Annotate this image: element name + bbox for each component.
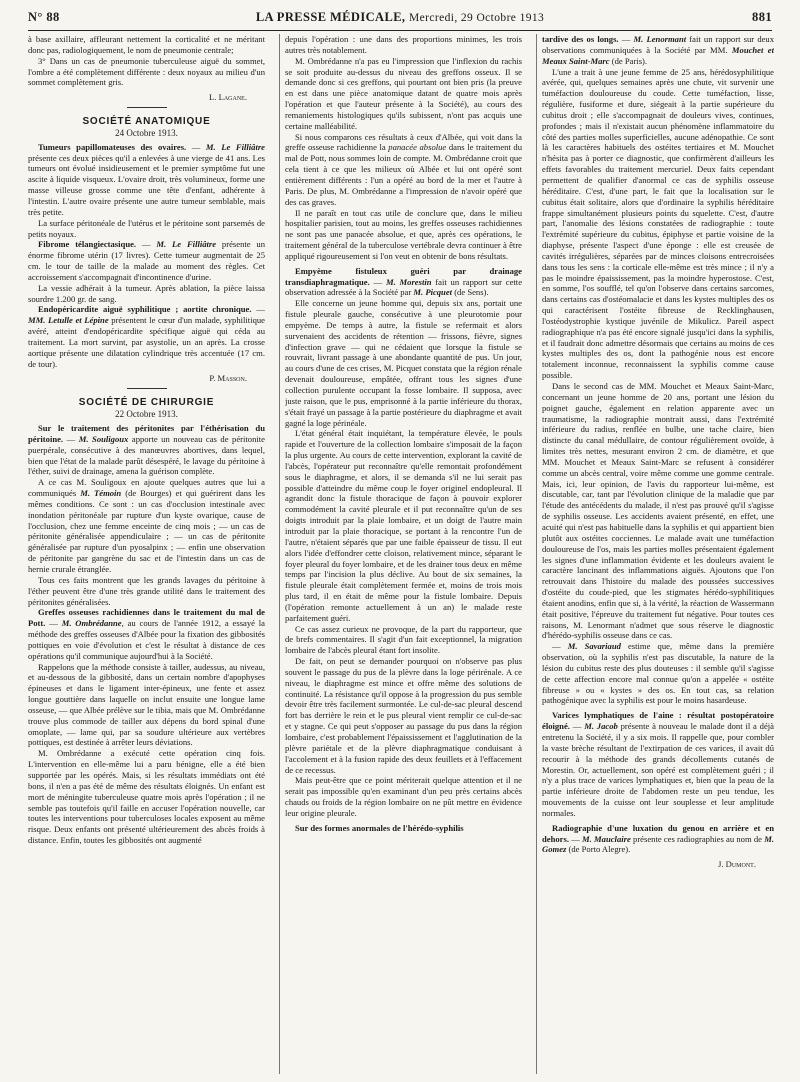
entry-author: M. Mauclaire: [582, 833, 631, 844]
entry: [285, 823, 522, 834]
paragraph: L'une a trait à une jeune femme de 25 ans, hérédosyphilitique avérée, qui, quelques semaines après une chute, vit survenir une tuméfaction douloureuse du coude. Cette tuméfaction, lisse, régulière, fusiforme et dure, siégeait à la partie supérieure du cubitus droit ; elle s'accompagnait de douleurs vives, continues, profondes ; mais il n'existait aucun phénomène inflammatoire du côté des parties molles superficielles, aucune adénopathie. Ce sont là les caractères habituels des ostéites tertiaires et M. Mouchet n'hésita pas à porter ce diagnostic, que confirmèrent d'ailleurs les effets favorables du traitement mercuriel. Deux faits cependant permettent de qualifier d'anormal ce cas de syphilis osseuse héréditaire. C'est, d'une part, le fait que la localisation sur le cubitus était solitaire, alors que d'ordinaire la syphilis héréditaire frappe simultanément plusieurs points du squelette. C'est, d'autre part, l'anomalie des lésions constatées de radiographie : toute l'extrémité supérieure du cubitus, épiphyse et partie voisine de la diaphyse, présente l'aspect d'une éponge : elle est creusée de cavités irrégulières, séparées par de minces cloisons entrecroisées dans tous les sens : la corticale elle-même est très mince ; il n'y a pas le moindre épaississement, pas la moindre hyperostose. C'est, en somme, l'os soufflé, tel qu'on l'observe dans certains sarcomes, dans certains cas d'ostéomalacie et dans les kystes multiples des os qui caractérisent l'ostéite fibreuse de Recklinghausen, l'ostéodystrophie kystique juvénile de Mikulicz. Pareil aspect radiographique n'a pas été encore signalé jusqu'ici dans la syphilis, et il faudrait donc admettre désormais que certains au moins de ces kystes multiples des os, dont la pathogénie nous est encore totalement inconnue, reconnaissent la syphilis comme cause possible.: [542, 66, 774, 381]
entry-author: M. Le Filliâtre: [205, 141, 265, 152]
entry-author: M. Ombrédanne: [61, 618, 122, 629]
entry-text: , au cours de l'année 1912, a essayé la méthode des greffes osseuses d'Albée pour la fixation des gibbosités pottiques en voie d'évolution et c'est le résultat à distance de ces opérations qu'il communique aujourd'hui à la Société.: [28, 618, 265, 661]
issue-number: N° 88: [28, 10, 60, 24]
paragraph: 3° Dans un cas de pneumonie tuberculeuse aiguë du sommet, l'ombre a été complètement différente : deux noyaux au milieu d'un sommet complètement gris.: [28, 55, 265, 88]
entry-title: tardive des os longs.: [542, 34, 619, 44]
entry-author: M. Morestin: [385, 276, 432, 287]
entry: tardive des os longs. — M. Lenormant fait un rapport sur deux observations communiquées à la Société par MM. Mouchet et Meaux Saint-Marc (de Paris).: [542, 34, 774, 66]
signature: P. Masson.: [209, 373, 247, 384]
entry: Empyème fistuleux guéri par drainage transdiaphragmatique. — M. Morestin fait un rapport sur cette observation adressée à la Société par M. Picquet (de Sens).: [285, 265, 522, 298]
entry-title: Varices lymphatiques de l'aine : résultat postopératoire éloigné.: [542, 710, 774, 732]
entry-text: présente un énorme fibrome utérin (17 livres). Cette tumeur augmentait de 25 cm. le tour de taille de la malade au moment des règles. Cet accroissement s'accompagnait d'incontinence d'urine.: [28, 239, 265, 282]
entry-title: Sur des formes anormales de l'hérédo-syphilis: [295, 822, 464, 833]
entry-text: fait un rapport sur cette observation adressée à la Société par: [285, 276, 522, 298]
entry-author: M. Picquet: [413, 287, 453, 298]
entry-author: M. Le Filliâtre: [156, 239, 217, 250]
session-date: 24 Octobre 1913.: [115, 127, 178, 138]
entry-title: Fibrome télangiectasique.: [38, 239, 137, 250]
paragraph: à base axillaire, affleurant nettement la corticalité et ne méritant donc pas, radiologiquement, le nom de pneumonie centrale;: [28, 34, 265, 55]
entry: Radiographie d'une luxation du genou en arrière et en dehors. — M. Mauclaire présente ces radiographies au nom de M. Gomez (de Porto Alegre).: [542, 822, 774, 855]
separator: [127, 107, 167, 108]
entry-text: présente à nouveau le malade dont il a déjà entretenu la Société, il y a six mois. Il rappelle que, pour combler la vaste brèche résultant de l'extirpation de ces varices, il avait dû recourir à la méthode des grands décollements cutanés de Morestin. Or, actuellement, son opéré est complètement guéri ; il n'y a plus trace de varices lymphatiques et, bien que la peau de la partie inférieure droite de l'abdomen reste un peu tendue, les mouvements de la cuisse ont leur souplesse et leur amplitude normales.: [542, 721, 774, 818]
entry-title: Radiographie d'une luxation du genou en arrière et en dehors.: [542, 822, 774, 844]
session-date: 22 Octobre 1913.: [115, 409, 178, 420]
entry: Fibrome télangiectasique. — M. Le Filliâtre présente un énorme fibrome utérin (17 livres). Cette tumeur augmentait de 25 cm. le tour de taille de la malade au moment des règles. Cet accroissement s'accompagnait d'incontinence d'urine.: [28, 239, 265, 282]
issue-date: Mercredi, 29 Octobre 1913: [409, 12, 545, 24]
entry-text: présente ces radiographies au nom de: [630, 833, 765, 844]
paragraph: Si nous comparons ces résultats à ceux d'Albée, qui voit dans la greffe osseuse rachidienne la panacée absolue dans le traitement du mal de Pott, nous sommes loin de compte. M. Ombrédanne croit que cela tient à ce que les milieux où Albée et lui ont opéré sont entièrement différents : l'un a opéré au bord de la mer et l'autre à Paris. De plus, M. Ombrédanne a l'impression de n'avoir opéré que des cas graves.: [285, 131, 522, 207]
entry: Endopéricardite aiguë syphilitique ; aortite chronique. — MM. Letulle et Lépine présentent le cœur d'un malade, syphilitique avéré, atteint d'endopéricardite spécifique aiguë qui céda au traitement. La mort survint, par asystolie, un an après. La crosse aortique présente une dilatation cylindrique très accentuée (17 cm. de tour).: [28, 304, 265, 369]
entry-title: Sur le traitement des péritonites par l'éthérisation du péritoine.: [28, 423, 265, 444]
paragraph: M. Ombrédanne a exécuté cette opération cinq fois. L'intervention en elle-même lui a paru bénigne, elle a été bien supportée par les opérés. Mais, si les résultats immédiats ont été bons, il n'en a pas été de même des résultats éloignés. Un enfant est mort de méningite tuberculeuse quatre mois après l'opération ; il ne semble pas toutefois qu'il faille en accuser l'opération nouvelle, car toutes les interventions pour tuberculoses locales exposent au même risque. Deux enfants ont présenté ultérieurement des abcès froids à distance. Enfin, toutes les gibbosités ont augmenté: [28, 748, 265, 846]
entry-title: Empyème fistuleux guéri par drainage transdiaphragmatique.: [285, 265, 522, 287]
entry-author: M. Témoin: [80, 488, 122, 499]
entry-author: Mouchet et Meaux Saint-Marc: [542, 44, 774, 66]
section-heading: SOCIÉTÉ ANATOMIQUE: [82, 116, 211, 128]
paragraph: Elle concerne un jeune homme qui, depuis six ans, portait une fistule pleurale gauche, consécutive à une pleurotomie pour empyème. De temps à autre, la fistule se refermait et alors survenaient des accidents de rétention — frissons, fièvre, signes d'infection grave — qui ne cédaient que lorsque la fistule se rouvrait, livrant passage à une abondante quantité de pus. Un jour, au cours d'une de ces crises, M. Picquet constata que la région rénale devenait douloureuse, empâtée, offrant tous les signes d'une collection purulente occupant la fosse lombaire. Il supposa, avec juste raison, que le pus, emprisonné à la partie inférieure du thorax, s'était frayé un passage à la partie postérieure du diaphragme et avait gagné la loge périnéale.: [285, 298, 522, 428]
entry-text: présentent le cœur d'un malade, syphilitique avéré, atteint d'endopéricardite spécifique aiguë qui céda au traitement. La mort survint, par asystolie, un an après. La crosse aortique présente une dilatation cylindrique très accentuée (17 cm. de tour).: [28, 315, 265, 369]
paragraph: Dans le second cas de MM. Mouchet et Meaux Saint-Marc, concernant un jeune homme de 20 ans, portant une lésion du poignet gauche, également en relation apparente avec un traumatisme, la radiographie montrait aussi, dans l'extrémité inférieure du radius, renflée en bulbe, une tache claire, bien distincte du canal médullaire, de contour régulièrement ovoïde, à limites très nettes, mesurant environ 2 cm. de diamètre, et que MM. Mouchet et Meaux Saint-Marc se refusent à considérer comme un abcès central, voire même comme une gomme centrale. Mais, ici, leur opinion, de l'avis du rapporteur lui-même, est discutable, car, tant par l'évolution clinique de la maladie que par l'étude des antécédents du malade, il n'est pas prouvé qu'il s'agisse de syphilis osseuse. Les accidents avaient présenté, en effet, une acuité qui n'est pas habituelle dans la syphilis et qui appartient bien plutôt aux ostéites cocciennes. Le malade avait une tuméfaction douloureuse de l'os, mais les parties molles présentaient également les signes d'une inflammation évidente et les douleurs avaient le caractère lancinant des inflammations aiguës. Ajoutons que l'on retrouvait dans l'histoire du malade des poussées successives d'ostéite du coude-pied, que les stigmates hérédo-syphilitiques étaient anodins, enfin que si, à la vérité, la réaction de Wassermann était positive, l'épreuve du traitement fut négative. Pour toutes ces raisons, M. Lenormant n'admet que sous réserve le diagnostic d'hérédo-syphilis osseuse dans ce cas.: [542, 381, 774, 641]
entry-text: apporte un nouveau cas de péritonite puerpérale, consécutive à des manœuvres abortives, dans lequel, bien que l'état de la malade parût désespéré, le lavage du péritoine à l'éther, suivi de drainage, amena la guérison complète.: [28, 433, 265, 477]
entry: Greffes osseuses rachidiennes dans le traitement du mal de Pott. — M. Ombrédanne, au cours de l'année 1912, a essayé la méthode des greffes osseuses d'Albée pour la fixation des gibbosités pottiques en voie d'évolution et c'est le résultat à distance de ces opérations qu'il communique aujourd'hui à la Société.: [28, 607, 265, 661]
paragraph: Tous ces faits montrent que les grands lavages du péritoine à l'éther peuvent être d'une très grande utilité dans le traitement des péritonites généralisées.: [28, 574, 265, 607]
entry-text: présente ces deux pièces qu'il a enlevées à une vierge de 41 ans. Les tumeurs ont évolué insidieusement et le premier symptôme fut une ascite à liquide visqueux. L'ovaire droit, très volumineux, forme une masse villeuse grosse comme une tête d'enfant, adhérente à l'intestin. L'autre ovaire présente une autre tumeur semblable, mais très petite.: [28, 152, 265, 217]
running-title: [28, 10, 772, 25]
signature: J. Dumont.: [718, 859, 756, 870]
paragraph: Il ne paraît en tout cas utile de conclure que, dans le milieu hospitalier parisien, tout au moins, les greffes osseuses rachidiennes ne sont pas une panacée absolue, et que, après ces opérations, le traitement général de la tuberculose vertébrale devra continuer à être appliqué rigoureusement si l'on veut en obtenir de bons résultats.: [285, 207, 522, 261]
column-3: [542, 34, 774, 1074]
entry-author: M. Gomez: [542, 833, 774, 855]
column-rule: [279, 34, 280, 1074]
entry-title: Endopéricardite aiguë syphilitique ; aortite chronique.: [38, 304, 252, 315]
paragraph: La surface péritonéale de l'utérus et le péritoine sont parsemés de petits noyaux.: [28, 217, 265, 239]
paragraph: M. Ombrédanne n'a pas eu l'impression que l'inflexion du rachis se soit produite au-dessus du niveau des greffons osseux. Il se demande donc si ces greffons, qui pourtant ont bien pris (la preuve en est dans une pièce anatomique datant de quatre mois après l'opération et que l'auteur présente à la Société), au cours des remaniements histologiques qu'ils subissent, n'ont pas acquis une certaine malléabilité.: [285, 55, 522, 131]
entry-author: M. Souligoux: [78, 433, 129, 444]
column-1: [28, 34, 265, 1074]
paragraph: La vessie adhérait à la tumeur. Après ablation, la pièce laissa sourdre 1.200 gr. de sang.: [28, 282, 265, 304]
entry-author: M. Savariaud: [567, 641, 621, 652]
page-header: [28, 10, 772, 31]
paragraph: A ce cas M. Souligoux en ajoute quelques autres que lui a communiqués M. Témoin (de Bourges) et qui guérirent dans les mêmes conditions. Ce sont : un cas d'occlusion intestinale avec inondation péritonéale par rupture d'un kyste ovarique, cause de l'occlusion, chez une femme enceinte de cinq mois ; — un cas de péritonite généralisée appendiculaire ; — un cas de péritonite généralisée par rupture d'un pyosalpinx ; — enfin une observation de péritonite par gangrène du sac et de l'intestin dans un cas de hernie crurale étranglée.: [28, 477, 265, 574]
separator: [127, 388, 167, 389]
entry-title: Tumeurs papillomateuses des ovaires.: [38, 141, 187, 152]
paragraph: Ce cas assez curieux ne provoque, de la part du rapporteur, que de brefs commentaires. Il s'agit d'un fait exceptionnel, la migration lombaire de l'abcès pleural étant fort insolite.: [285, 623, 522, 656]
paragraph: — M. Savariaud estime que, même dans la première observation, où la syphilis n'est pas discutable, la nature de la lésion du cubitus reste des plus douteuses : il semble qu'il s'agisse de cette affection encore mal connue qu'on a appelée « ostéite fibreuse » ou « kystes » des os. En tout cas, sa relation pathogénique avec la syphilis est pour le moins hasardeuse.: [542, 641, 774, 706]
section-heading: SOCIÉTÉ DE CHIRURGIE: [78, 397, 215, 409]
entry: Sur le traitement des péritonites par l'éthérisation du péritoine. — M. Souligoux apporte un nouveau cas de péritonite puerpérale, consécutive à des manœuvres abortives, dans lequel, bien que l'état de la malade parût désespéré, le lavage du péritoine à l'éther, suivi de drainage, amena la guérison complète.: [28, 423, 265, 477]
paragraph: Mais peut-être que ce point mériterait quelque attention et il ne serait pas impossible qu'en examinant d'un peu près certains abcès chauds ou froids de la région lombaire on ne pût mettre en évidence leur origine pleurale.: [285, 775, 522, 818]
entry-text: fait un rapport sur deux observations communiquées à la Société par MM.: [542, 34, 774, 55]
entry: Varices lymphatiques de l'aine : résultat postopératoire éloigné. — M. Jacob présente à nouveau le malade dont il a déjà entretenu la Société, il y a six mois. Il rappelle que, pour combler la vaste brèche résultant de l'extirpation de ces varices, il avait dû recourir à la méthode des grands décollements cutanés de Morestin. Or, actuellement, son opéré est complètement guéri ; il n'y a plus trace de varices lymphatiques et, bien que la peau de la partie inférieure droite de l'abdomen reste un peu tendue, les mouvements de la cuisse ont leur souplesse et leur amplitude normales.: [542, 710, 774, 818]
column-2: [285, 34, 522, 1074]
column-rule: [536, 34, 537, 1074]
entry-title: Greffes osseuses rachidiennes dans le traitement du mal de Pott.: [28, 607, 265, 629]
emphasis: panacée absolue: [388, 142, 447, 153]
entry-author: M. Lenormant: [633, 34, 687, 44]
page-number: 881: [752, 10, 772, 24]
paragraph: Rappelons que la méthode consiste à tailler, audessus, au niveau, et au-dessous de la gibbosité, dans un certain nombre d'apophyses épineuses et dans le ligament inter-épineux, une fente et assez longue gouttière dans laquelle on inclut ensuite une longue lame osseuse, — que Albée prélève sur le tibia, mais que M. Ombrédanne trouve plus commode de tailler aux dépens du bord spinal d'une omoplate, — lame qui, par sa soudure ultérieure aux vertèbres pottiques, est destinée à arrêter leurs déviations.: [28, 661, 265, 748]
paragraph: L'état général était inquiétant, la température élevée, le pouls rapide et l'ouverture de la collection lombaire s'imposait de la façon la plus urgente. Au cours de cette intervention, explorant la cavité de l'abcès, l'opérateur put reconnaître qu'elle remontait profondément sous le diaphragme, et alors, il se demanda s'il ne lui serait pas possible d'atteindre du même coup le foyer originel endopleural. Il agrandit donc la fistule thoracique de façon à pouvoir explorer commodément la cavité pleurale et il put reconnaître qu'un de ses doigts introduit par la plaie lombaire, et un doigt de l'autre main introduit par la plaie thoracique, se portant à la rencontre l'un de l'autre, n'étaient séparés que par une faible épaisseur de tissu. Il eut alors l'idée d'effondrer cette cloison, relativement mince, séparant le foyer pleural du foyer lombaire, et de les drainer tous deux en même temps par l'incision la plus déclive. Au bout de six semaines, la fistule pleurale était complètement fermée et, moins de trois mois plus tard, il en était de même pour la fistule lombaire. Depuis (l'opération remonte actuellement à un an) le malade reste parfaitement guéri.: [285, 428, 522, 623]
signature: L. Lagane.: [209, 92, 247, 103]
entry: Tumeurs papillomateuses des ovaires. — M. Le Filliâtre présente ces deux pièces qu'il a enlevées à une vierge de 41 ans. Les tumeurs ont évolué insidieusement et le premier symptôme fut une ascite à liquide visqueux. L'ovaire droit, très volumineux, forme une masse villeuse grosse comme une tête d'enfant, adhérente à l'intestin. L'autre ovaire présente une autre tumeur semblable, mais très petite.: [28, 141, 265, 217]
entry-author: M. Jacob: [584, 721, 618, 732]
paragraph: depuis l'opération : une dans des proportions minimes, les trois autres très notablement.: [285, 34, 522, 55]
entry-author: MM. Letulle et Lépine: [28, 315, 109, 326]
paragraph: De fait, on peut se demander pourquoi on n'observe pas plus souvent le passage du pus de la plèvre dans la loge périrénale. A ce niveau, le diaphragme est mince et offre même des solutions de continuité. La résistance qu'il oppose à la progression du pus semble devoir être très facilement surmontée. Le cul-de-sac pleural descend fort bas derrière le rein et le pus pleural vient remplir ce cul-de-sac et y stagne. Ce qui peut s'opposer au passage du pus dans la région lombaire, c'est probablement l'épaississement et l'agglutination de la plèvre pariétale et de la plèvre diaphragmatique conduisant à l'accolement et à la fusion rapide des deux feuillets et à l'effacement de ce recessus.: [285, 656, 522, 775]
journal-title: LA PRESSE MÉDICALE,: [255, 10, 406, 24]
